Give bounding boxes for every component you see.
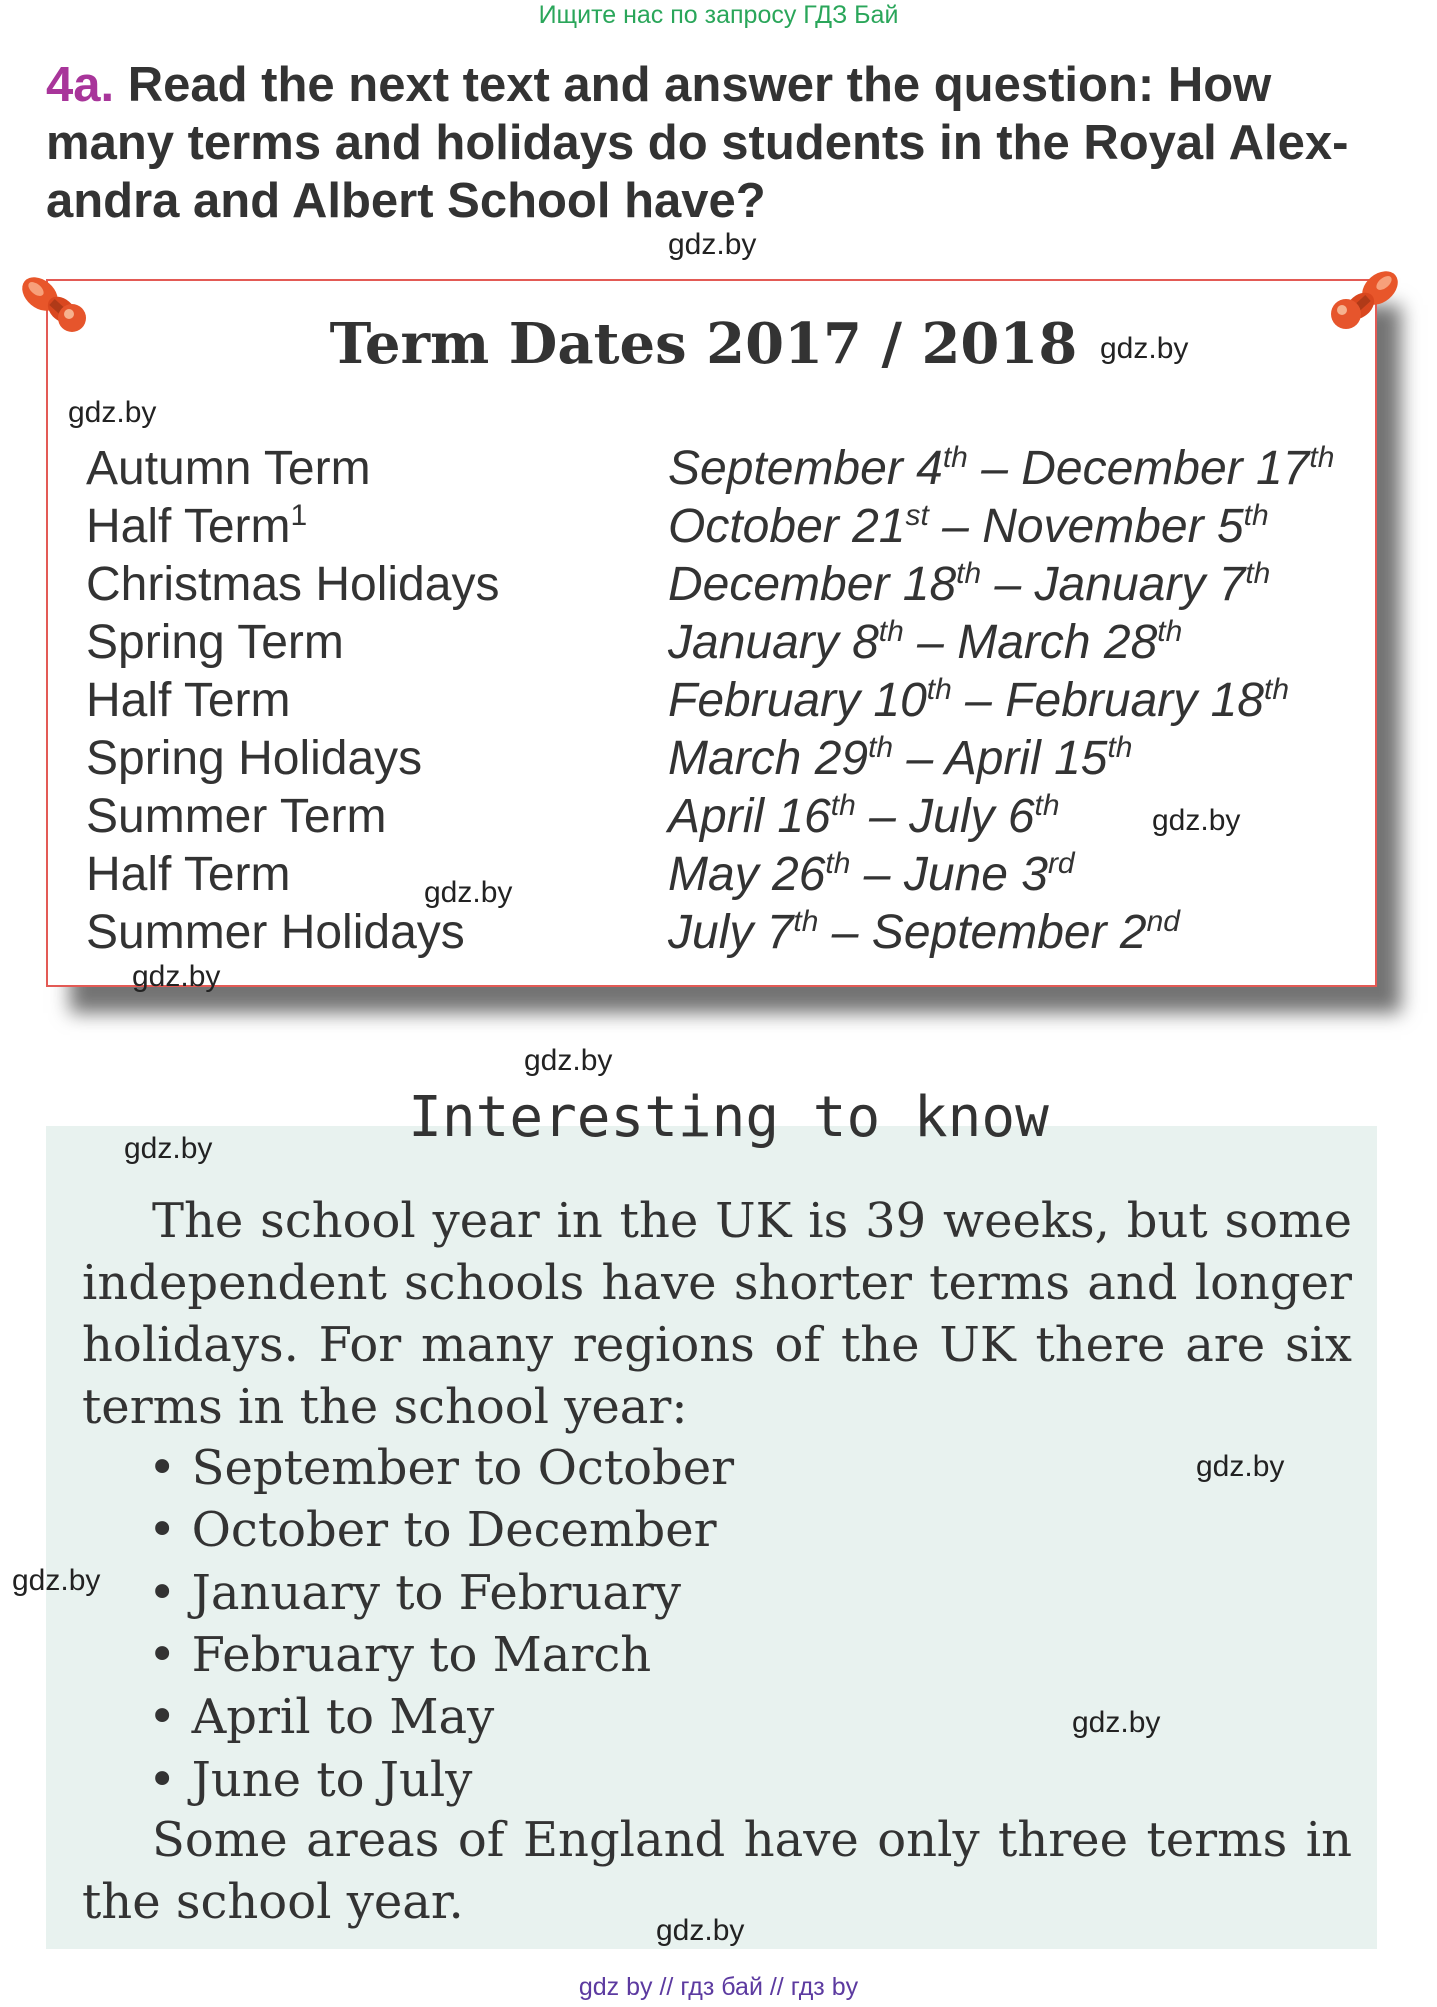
bullet-icon: •: [148, 1502, 192, 1559]
term-name: Half Term$^1$: [86, 499, 308, 553]
interesting-heading: Interesting to know: [408, 1085, 1049, 1150]
bullet-icon: •: [148, 1689, 192, 1746]
closing-text: Some areas of England have only three terms in the school year.: [82, 1812, 1352, 1930]
task-heading: [46, 56, 1391, 230]
push-pin-icon: [1318, 258, 1408, 338]
bullet-item: • January to February: [148, 1564, 681, 1621]
bullet-item: • June to July: [148, 1751, 473, 1808]
term-row: [86, 615, 1366, 673]
paragraph-text: The school year in the UK is 39 weeks, but some independent schools have shorter terms and longer holidays. For many regions of the UK there are six terms in the school year:: [82, 1193, 1352, 1435]
watermark: gdz.by: [1100, 332, 1189, 365]
term-dates: October 21st – November 5th: [668, 499, 1269, 553]
term-dates: September 4th – December 17th: [668, 441, 1335, 495]
bullet-icon: •: [148, 1440, 192, 1496]
bullet-icon: •: [148, 1751, 192, 1808]
watermark: gdz.by: [424, 876, 513, 909]
bullet-item: • October to December: [148, 1502, 717, 1559]
bullet-item: • February to March: [148, 1626, 652, 1683]
term-row: [86, 499, 1366, 557]
watermark: gdz.by: [1072, 1706, 1161, 1739]
watermark: gdz.by: [524, 1044, 613, 1077]
board-title: Term Dates 2017 / 2018: [329, 311, 1078, 377]
bottom-site-links[interactable]: gdz by // гдз бай // гдз by: [578, 1973, 859, 2001]
term-name: Summer Term: [86, 790, 387, 843]
term-row: [86, 731, 1366, 789]
term-name: Half Term: [86, 674, 291, 727]
top-search-link[interactable]: Ищите нас по запросу ГДЗ Бай: [538, 1, 899, 29]
watermark: gdz.by: [668, 228, 757, 261]
push-pin-icon: [14, 258, 94, 338]
bullet-item: • April to May: [148, 1689, 495, 1746]
watermark: gdz.by: [656, 1914, 745, 1947]
bullet-item: • September to October: [148, 1440, 735, 1496]
term-dates: March 29th – April 15th: [668, 731, 1133, 785]
watermark: gdz.by: [1196, 1450, 1285, 1483]
bullet-icon: •: [148, 1626, 192, 1683]
watermark: gdz.by: [12, 1564, 101, 1597]
term-dates: May 26th – June 3rd: [668, 847, 1075, 901]
term-dates: December 18th – January 7th: [668, 557, 1271, 611]
term-row: [86, 557, 1366, 615]
watermark: gdz.by: [124, 1132, 213, 1165]
term-row: [86, 847, 1366, 905]
term-name: Spring Term: [86, 616, 344, 669]
term-dates-board: [46, 279, 1377, 987]
watermark: gdz.by: [132, 960, 221, 993]
task-text: Read the next text and answer the question: How many terms and holidays do students in the Royal Alex-andra and Albert School have?: [46, 58, 1349, 228]
term-name: Summer Holidays: [86, 906, 465, 959]
watermark: gdz.by: [1152, 804, 1241, 837]
term-name: Christmas Holidays: [86, 558, 500, 611]
task-number: 4a.: [46, 58, 115, 112]
term-row: [86, 905, 1366, 963]
term-dates: April 16th – July 6th: [668, 789, 1060, 843]
term-name: Autumn Term: [86, 442, 371, 495]
term-dates: January 8th – March 28th: [668, 615, 1183, 669]
term-dates: February 10th – February 18th: [668, 673, 1290, 727]
term-dates: July 7th – September 2nd: [668, 905, 1180, 959]
term-row: [86, 441, 1366, 499]
interesting-paragraph: [82, 1190, 1352, 1438]
term-name: Spring Holidays: [86, 732, 423, 785]
bullet-icon: •: [148, 1564, 192, 1621]
term-name: Half Term: [86, 848, 291, 901]
term-row: [86, 673, 1366, 731]
watermark: gdz.by: [68, 396, 157, 429]
